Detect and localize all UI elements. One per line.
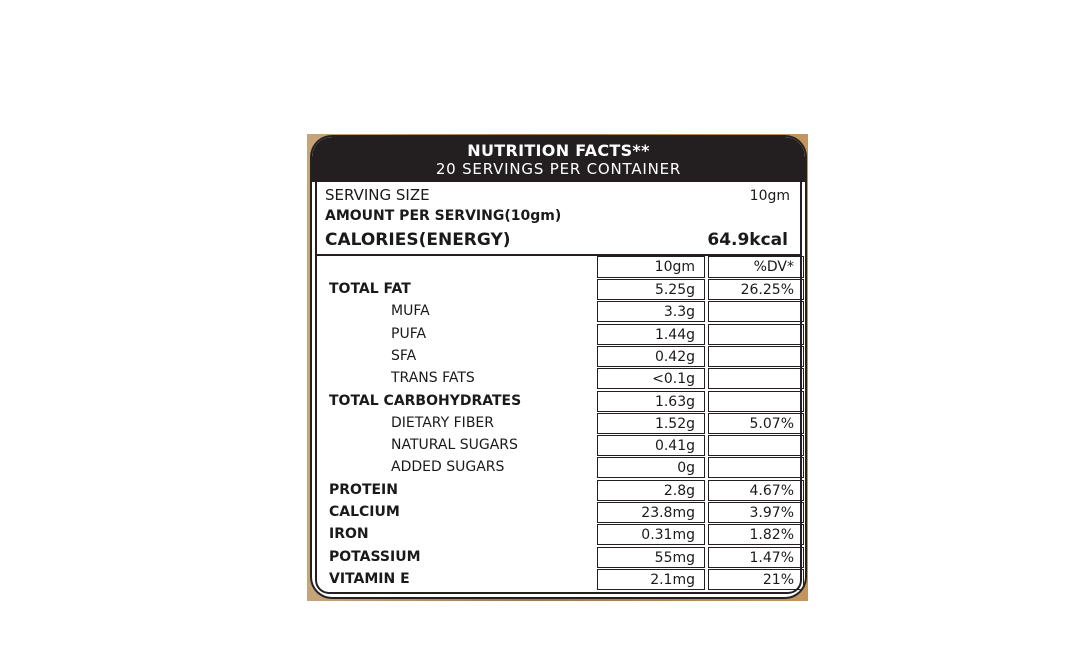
nutrient-dv: 1.82% xyxy=(708,524,804,545)
nutrient-amount: 23.8mg xyxy=(597,502,705,523)
nutrient-dv: 21% xyxy=(708,569,804,590)
nutrient-amount: 2.8g xyxy=(597,480,705,501)
nutrient-dv xyxy=(708,391,804,412)
nutrient-amount: 3.3g xyxy=(597,301,705,322)
nutrient-label: DIETARY FIBER xyxy=(391,414,494,431)
nutrient-dv: 26.25% xyxy=(708,279,804,300)
nutrient-label: VITAMIN E xyxy=(329,570,410,587)
nutrient-label: PROTEIN xyxy=(329,481,398,498)
nutrient-label: SFA xyxy=(391,347,417,364)
nutrient-label: PUFA xyxy=(391,325,427,342)
nutrient-label: POTASSIUM xyxy=(329,548,421,565)
nutrient-amount: <0.1g xyxy=(597,368,705,389)
nutrient-label: MUFA xyxy=(391,303,430,320)
nutrient-amount: 2.1mg xyxy=(597,569,705,590)
column-header-amount: 10gm xyxy=(597,256,705,278)
nutrient-label: CALCIUM xyxy=(329,504,400,520)
nutrient-dv xyxy=(708,301,804,322)
nutrient-dv xyxy=(708,346,804,367)
nutrient-amount: 1.44g xyxy=(597,324,705,345)
nutrient-dv: 4.67% xyxy=(708,480,804,501)
nutrient-label: IRON xyxy=(329,526,369,543)
nutrient-amount: 0.31mg xyxy=(597,524,705,545)
calories-value: 64.9kcal xyxy=(707,230,788,250)
calories-label: CALORIES(ENERGY) xyxy=(325,230,511,250)
nutrient-dv xyxy=(708,457,804,478)
serving-size-label: SERVING SIZE xyxy=(325,186,430,204)
amount-per-serving-label: AMOUNT PER SERVING(10gm) xyxy=(325,208,562,224)
nutrient-amount: 1.52g xyxy=(597,413,705,434)
nutrient-label: TOTAL FAT xyxy=(329,281,411,297)
nutrient-amount: 1.63g xyxy=(597,391,705,412)
label-header xyxy=(312,137,805,182)
nutrient-amount: 55mg xyxy=(597,547,705,568)
nutrient-dv: 5.07% xyxy=(708,413,804,434)
nutrient-amount: 0.42g xyxy=(597,346,705,367)
nutrient-label: NATURAL SUGARS xyxy=(391,437,518,454)
column-header-dv: %DV* xyxy=(708,256,804,278)
nutrient-dv: 1.47% xyxy=(708,547,804,568)
nutrient-dv xyxy=(708,368,804,389)
label-subtitle: 20 SERVINGS PER CONTAINER xyxy=(435,160,682,178)
nutrient-amount: 0g xyxy=(597,457,705,478)
nutrient-dv xyxy=(708,435,804,456)
nutrition-facts-label xyxy=(312,137,805,597)
serving-size-value: 10gm xyxy=(749,188,790,204)
nutrient-label: TOTAL CARBOHYDRATES xyxy=(329,392,522,409)
nutrient-amount: 5.25g xyxy=(597,279,705,300)
nutrient-amount: 0.41g xyxy=(597,435,705,456)
nutrient-dv xyxy=(708,324,804,345)
nutrient-dv: 3.97% xyxy=(708,502,804,523)
nutrient-label: ADDED SUGARS xyxy=(391,459,505,476)
label-title: NUTRITION FACTS** xyxy=(467,141,650,160)
nutrient-label: TRANS FATS xyxy=(391,370,475,387)
label-body xyxy=(315,182,802,594)
